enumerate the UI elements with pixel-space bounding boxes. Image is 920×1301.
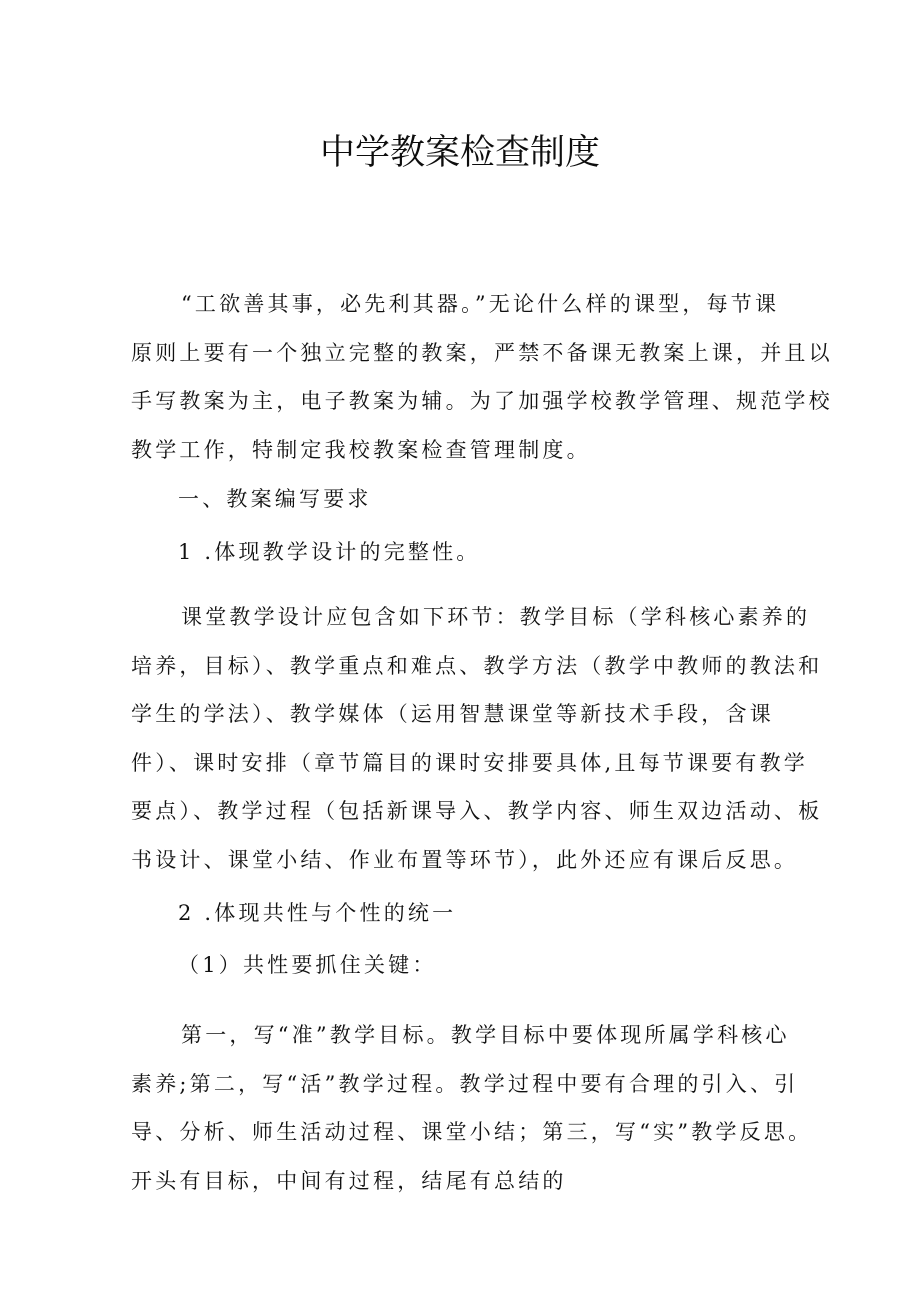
item-1-line-2: 培养，目标）、教学重点和难点、教学方法（教学中教师的教法和 [131, 653, 823, 678]
item-1-line-4: 件）、课时安排（章节篇目的课时安排要具体,且每节课要有教学 [131, 750, 808, 775]
item-1-heading: 1 .体现教学设计的完整性。 [178, 540, 481, 564]
section-1-heading: 一、教案编写要求 [178, 487, 372, 511]
intro-line-1: “工欲善其事，必先利其器。”无论什么样的课型，每节课 [181, 292, 780, 316]
item-2-line-1: 第一，写“准”教学目标。教学目标中要体现所属学科核心 [181, 1023, 790, 1047]
intro-paragraph [131, 280, 833, 474]
intro-line-4: 教学工作，特制定我校教案检查管理制度。 [131, 437, 591, 462]
item-1-line-5: 要点）、教学过程（包括新课导入、教学内容、师生双边活动、板 [131, 799, 823, 824]
document-title: 中学教案检查制度 [319, 133, 600, 173]
item-2-heading: 2 .体现共性与个性的统一 [178, 901, 457, 925]
item-2-line-3: 导、分析、师生活动过程、课堂小结；第三，写“实”教学反思。 [131, 1120, 813, 1145]
item-2-line-4: 开头有目标，中间有过程，结尾有总结的 [131, 1168, 567, 1193]
item-1-line-1: 课堂教学设计应包含如下环节：教学目标（学科核心素养的 [181, 605, 811, 629]
intro-line-3: 手写教案为主，电子教案为辅。为了加强学校教学管理、规范学校 [131, 389, 833, 414]
item-2-sub-heading: （1）共性要抓住关键： [178, 953, 437, 977]
item-2-paragraph [131, 1011, 813, 1205]
intro-line-2: 原则上要有一个独立完整的教案，严禁不备课无教案上课，并且以 [131, 340, 833, 365]
item-2-line-2: 素养;第二，写“活”教学过程。教学过程中要有合理的引入、引 [131, 1071, 799, 1096]
item-1-paragraph [131, 593, 823, 885]
item-1-line-3: 学生的学法）、教学媒体（运用智慧课堂等新技术手段，含课 [131, 702, 774, 727]
item-1-line-6: 书设计、课堂小结、作业布置等环节），此外还应有课后反思。 [131, 847, 799, 872]
